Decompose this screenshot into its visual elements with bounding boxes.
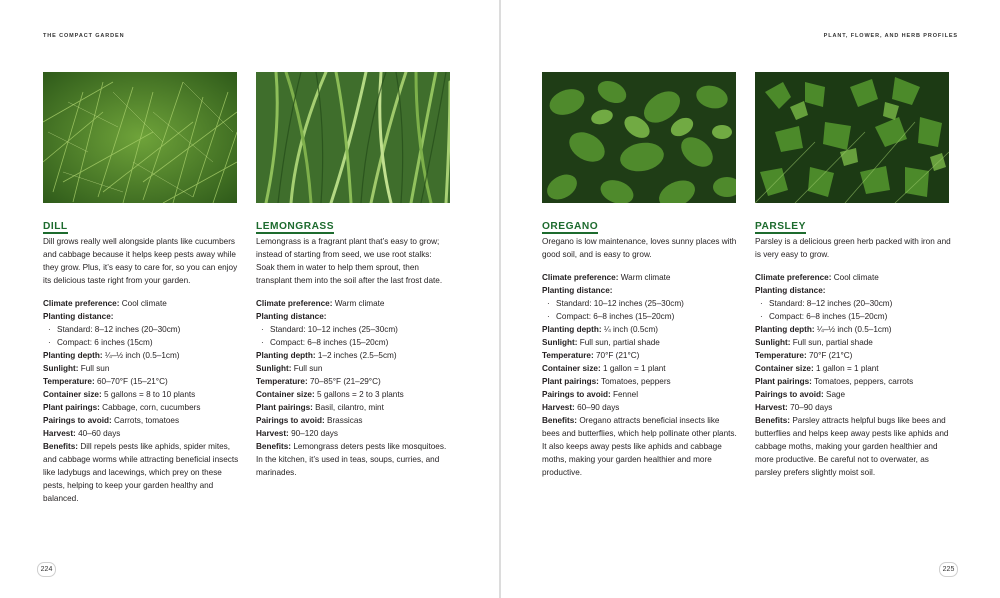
plant-description: Lemongrass is a fragrant plant that’s easy to grow; instead of starting from seed, we use root stalks: Soak them in water to help them sprout, then transplant them into the soil after the last frost date. [256, 237, 443, 285]
plant-profile-parsley [755, 72, 951, 479]
oregano-photo [542, 72, 736, 203]
parsley-photo [755, 72, 949, 203]
page-number-left: 224 [37, 562, 56, 577]
plant-attributes: Climate preference: Cool climate Planting distance: · Standard: 8–12 inches (20–30cm) · Compact: 6 inches (15cm) Planting depth: ¼–½ inch (0.5–1cm) Sunlight: Full sun Temperature: 60–70°F (15–21°C) Container size: 5 gallons = 8 to 10 plants Plant pairings: Cabbage, corn, cucumbers Pairings to avoid: Carrots, tomatoes Harvest: 40–60 days Benefits: Dill repels pests like aphids, spider mites, and cabbage worms while attracting beneficial insects like ladybugs and lacewings, which prey on these pests, helping to keep your garden healthy and balanced. [43, 299, 239, 503]
running-head-right: PLANT, FLOWER, AND HERB PROFILES [823, 33, 958, 39]
page-number-right: 225 [939, 562, 958, 577]
plant-profile-dill [43, 72, 239, 505]
plant-description: Oregano is low maintenance, loves sunny places with good soil, and is easy to grow. [542, 237, 737, 259]
right-page [501, 0, 1000, 598]
plant-name: OREGANO [542, 221, 599, 232]
plant-description: Parsley is a delicious green herb packed with iron and is very easy to grow. [755, 237, 951, 259]
lemongrass-photo [256, 72, 450, 203]
plant-profile-lemongrass [256, 72, 452, 479]
plant-profile-oregano [542, 72, 738, 479]
plant-attributes: Climate preference: Warm climate Planting distance: · Standard: 10–12 inches (25–30cm) · Compact: 6–8 inches (15–20cm) Planting depth: ¼ inch (0.5cm) Sunlight: Full sun, partial shade Temperature: 70°F (21°C) Container size: 1 gallon = 1 plant Plant pairings: Tomatoes, peppers Pairings to avoid: Fennel Harvest: 60–90 days Benefits: Oregano attracts beneficial insects like bees and butterflies, which help pollinate other plants. It also keeps away pests like aphids and cabbage moths, making your garden healthier and more productive. [542, 273, 737, 477]
plant-attributes: Climate preference: Cool climate Planting distance: · Standard: 8–12 inches (20–30cm) · Compact: 6–8 inches (15–20cm) Planting depth: ¼–½ inch (0.5–1cm) Sunlight: Full sun, partial shade Temperature: 70°F (21°C) Container size: 1 gallon = 1 plant Plant pairings: Tomatoes, peppers, carrots Pairings to avoid: Sage Harvest: 70–90 days Benefits: Parsley attracts helpful bugs like bees and butterflies and helps keep away pests like aphids and cabbage moths, making your garden healthier and more productive. Be careful not to overwater, as parsley prefers slightly moist soil. [755, 273, 949, 477]
plant-name: PARSLEY [755, 221, 806, 232]
dill-photo [43, 72, 237, 203]
plant-name: LEMONGRASS [256, 221, 335, 232]
plant-attributes: Climate preference: Warm climate Planting distance: · Standard: 10–12 inches (25–30cm) · Compact: 6–8 inches (15–20cm) Planting depth: 1–2 inches (2.5–5cm) Sunlight: Full sun Temperature: 70–85°F (21–29°C) Container size: 5 gallons = 2 to 3 plants Plant pairings: Basil, cilantro, mint Pairings to avoid: Brassicas Harvest: 90–120 days Benefits: Lemongrass deters pests like mosquitoes. In the kitchen, it’s used in teas, soups, curries, and marinades. [256, 299, 447, 477]
left-page [0, 0, 499, 598]
plant-description: Dill grows really well alongside plants like cucumbers and cabbage because it helps keep pests away while they grow. Plus, it’s easy to care for, so you can enjoy its delicious taste right from your garden. [43, 237, 238, 285]
running-head-left: THE COMPACT GARDEN [43, 33, 125, 39]
plant-name: DILL [43, 221, 68, 232]
